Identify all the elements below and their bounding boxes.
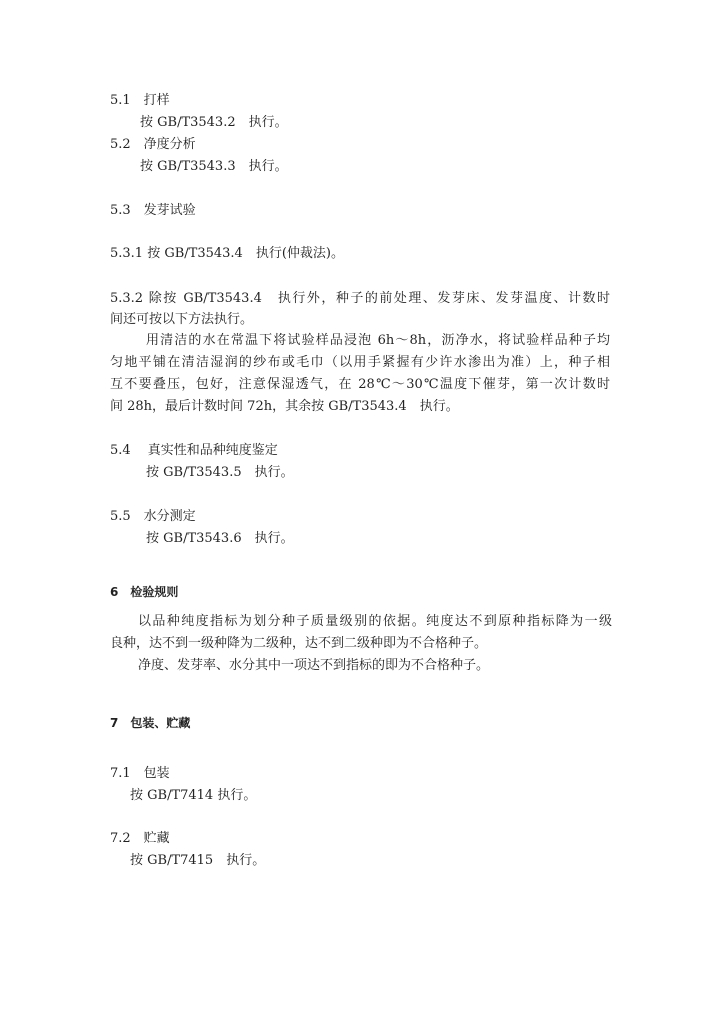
section-5-4-text: 按 GB/T3543.5 执行。 <box>146 465 294 480</box>
section-6-heading: 6 检验规则 <box>110 585 179 599</box>
section-7-heading: 7 包装、贮藏 <box>110 716 191 730</box>
section-5-5-text: 按 GB/T3543.6 执行。 <box>146 531 294 546</box>
section-7-1-heading: 7.1 包装 <box>110 766 170 781</box>
section-5-3-2-line-3: 用清洁的水在常温下将试验样品浸泡 6h～8h，沥净水，将试验样品种子均 <box>146 333 610 348</box>
section-6-line-1: 以品种纯度指标为划分种子质量级别的依据。纯度达不到原种指标降为一级 <box>138 614 612 629</box>
section-5-4-heading: 5.4 真实性和品种纯度鉴定 <box>110 443 278 458</box>
section-5-3-2-line-2: 间还可按以下方法执行。 <box>110 312 254 327</box>
section-7-1-text: 按 GB/T7414 执行。 <box>130 788 257 803</box>
section-6-line-2: 良种，达不到一级种降为二级种，达不到二级种即为不合格种子。 <box>110 636 488 651</box>
section-7-2-text: 按 GB/T7415 执行。 <box>130 853 266 868</box>
section-5-3-2-line-6: 间 28h，最后计数时间 72h，其余按 GB/T3543.4 执行。 <box>110 399 459 414</box>
section-6-line-3: 净度、发芽率、水分其中一项达不到指标的即为不合格种子。 <box>138 658 490 673</box>
section-5-2-heading: 5.2 净度分析 <box>110 137 196 152</box>
section-5-5-heading: 5.5 水分测定 <box>110 509 196 524</box>
section-5-3-2-line-4: 匀地平铺在清洁湿润的纱布或毛巾（以用手紧握有少许水渗出为准）上，种子相 <box>110 355 610 370</box>
section-5-1-text: 按 GB/T3543.2 执行。 <box>140 115 288 130</box>
section-5-3-2-line-1: 5.3.2 除按 GB/T3543.4 执行外，种子的前处理、发芽床、发芽温度、计数时 <box>110 291 610 306</box>
section-5-3-heading: 5.3 发芽试验 <box>110 203 196 218</box>
section-7-2-heading: 7.2 贮藏 <box>110 831 170 846</box>
section-5-3-1-text: 5.3.1 按 GB/T3543.4 执行(仲裁法)。 <box>110 246 344 261</box>
section-5-2-text: 按 GB/T3543.3 执行。 <box>140 159 288 174</box>
section-5-1-heading: 5.1 打样 <box>110 93 170 108</box>
section-5-3-2-line-5: 互不要叠压，包好，注意保湿透气，在 28℃～30℃温度下催芽，第一次计数时 <box>110 377 610 392</box>
